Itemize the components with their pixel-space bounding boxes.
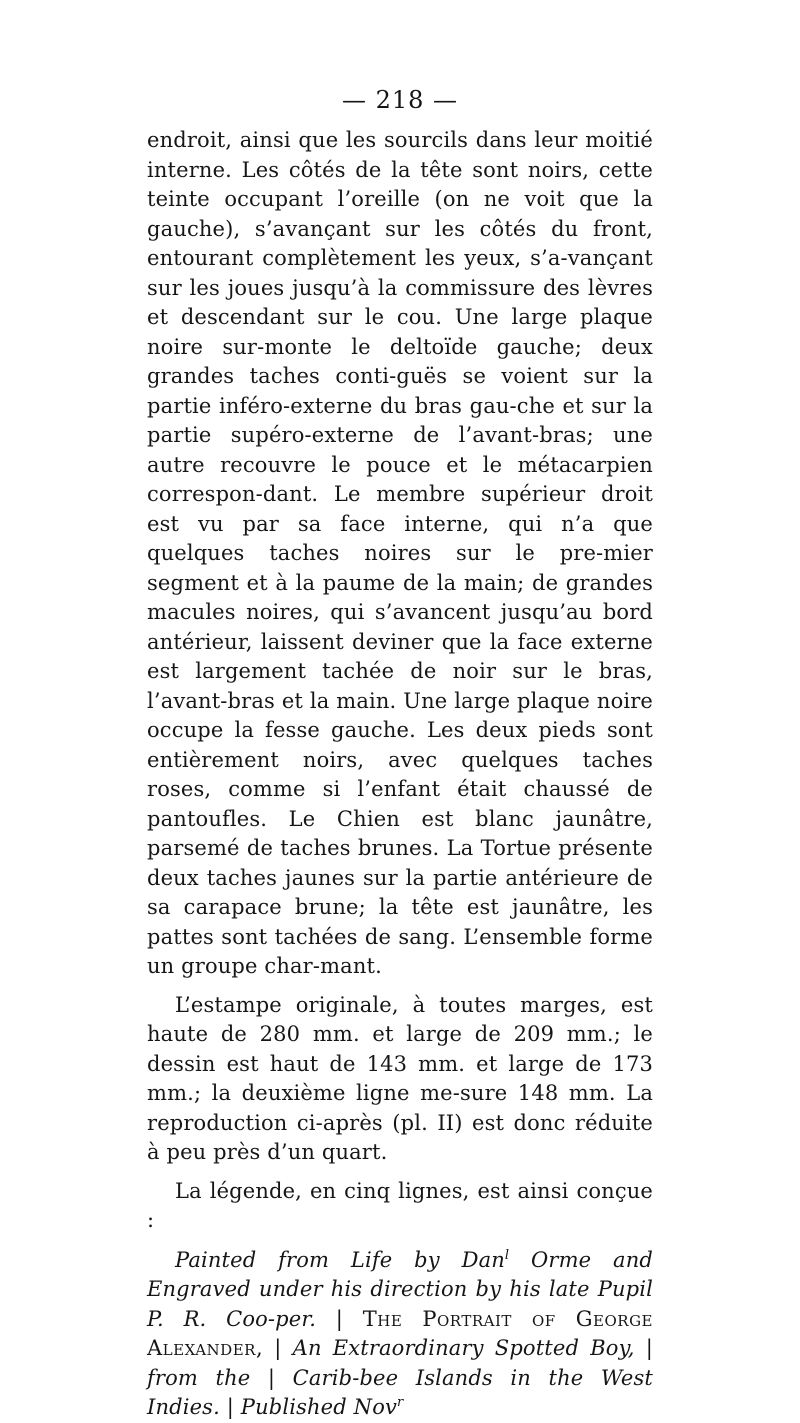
page-number: — 218 — (341, 86, 459, 114)
legend-quotation (147, 1246, 653, 1423)
legend-portrait-title: The Portrait of George Alexander, (147, 1306, 653, 1360)
page-body (147, 88, 653, 1423)
legend-superscript-2: r (397, 1395, 404, 1410)
legend-text-part2: Orme and Engraved under his direction by his late Pupil P. R. Coo-per. | (147, 1247, 653, 1331)
legend-superscript-1: l (504, 1247, 510, 1263)
description-paragraph: endroit, ainsi que les sourcils dans leur moitié interne. Les côtés de la tête sont noirs, cette teinte occupant l’oreille (on ne voit que la gauche), s’avançant sur les côtés du front, entourant complètement les yeux, s’a-vançant sur les joues jusqu’à la commissure des lèvres et descendant sur le cou. Une large plaque noire sur-monte le deltoïde gauche; deux grandes taches conti-guës se voient sur la partie inféro-externe du bras gau-che et sur la partie supéro-externe de l’avant-bras; une autre recouvre le pouce et le métacarpien correspon-dant. Le membre supérieur droit est vu par sa face interne, qui n’a que quelques taches noires sur le pre-mier segment et à la paume de la main; de grandes macules noires, qui s’avancent jusqu’au bord antérieur, laissent deviner que la face externe est largement tachée de noir sur le bras, l’avant-bras et la main. Une large plaque noire occupe la fesse gauche. Les deux pieds sont entièrement noirs, avec quelques taches roses, comme si l’enfant était chaussé de pantoufles. Le Chien est blanc jaunâtre, parsemé de taches brunes. La Tortue présente deux taches jaunes sur la partie antérieure de sa carapace brune; la tête est jaunâtre, les pattes sont tachées de sang. L’ensemble forme un groupe char-mant. (147, 128, 653, 978)
legend-text-part3: | An Extraordinary Spotted Boy, | from the | Carib-bee Islands in the West Indies. | Published Nov (147, 1336, 653, 1419)
legend-intro-paragraph: La légende, en cinq lignes, est ainsi conçue : (147, 1178, 653, 1232)
legend-text-part1: Painted from Life by Dan (175, 1247, 505, 1272)
dimensions-paragraph: L’estampe originale, à toutes marges, est haute de 280 mm. et large de 209 mm.; le dessin est haut de 143 mm. et large de 173 mm.; la deuxième ligne me-sure 148 mm. La reproduction ci-après (pl. II) est donc réduite à peu près d’un quart. (147, 992, 653, 1164)
